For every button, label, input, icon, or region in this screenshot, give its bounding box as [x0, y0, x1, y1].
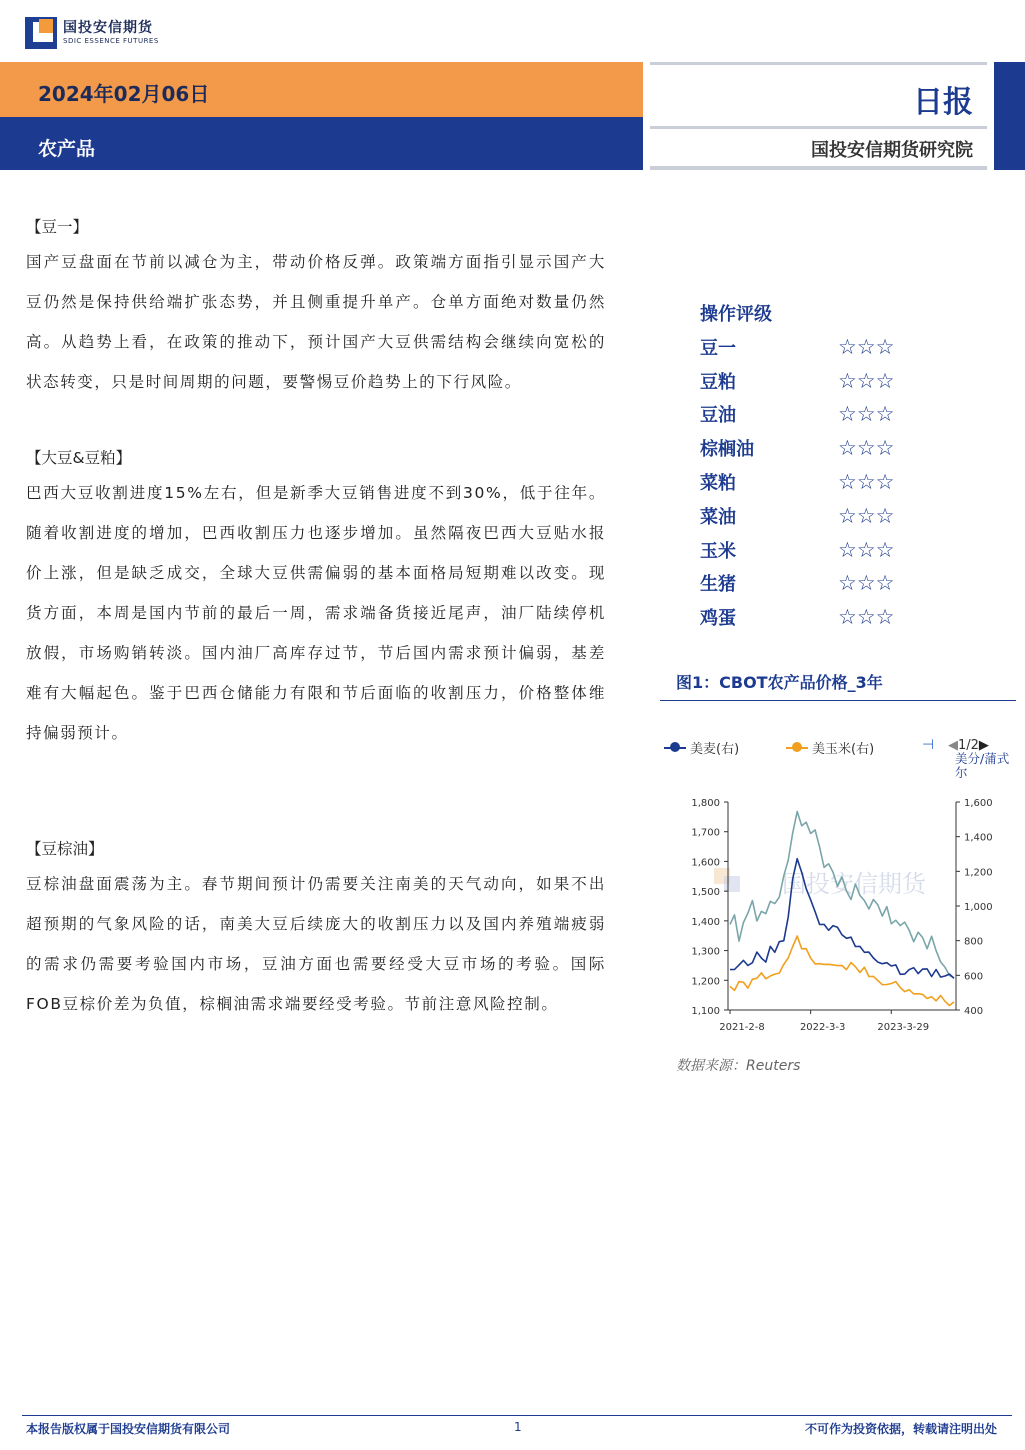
legend-item-wheat — [664, 738, 739, 757]
figure-title: 图1：CBOT农产品价格_3年 — [676, 673, 883, 692]
logo-name-cn: 国投安信期货 — [63, 20, 153, 36]
rating-name: 豆粕 — [700, 371, 736, 393]
rating-row — [700, 465, 894, 499]
report-sector: 农产品 — [38, 138, 96, 160]
section-title: 【大豆&豆粕】 — [26, 449, 132, 467]
rating-row — [700, 533, 894, 567]
left-tick-label: 1,800 — [691, 798, 720, 809]
right-axis-unit: 美分/蒲式尔 — [955, 751, 1010, 780]
rating-panel — [700, 300, 894, 634]
section-title: 【豆棕油】 — [26, 840, 104, 858]
x-tick-label: 2021-2-8 — [719, 1022, 765, 1033]
legend-item-corn — [786, 738, 874, 757]
company-logo — [25, 17, 159, 49]
report-content — [26, 212, 606, 1024]
rating-name: 菜油 — [700, 506, 736, 528]
logo-name-en: SDIC ESSENCE FUTURES — [63, 37, 159, 45]
section-oils — [26, 834, 606, 1024]
left-tick-label: 1,100 — [691, 1006, 720, 1017]
pager-prev-icon[interactable]: ◀ — [948, 738, 958, 753]
section-soybean-meal — [26, 443, 606, 753]
rating-name: 豆油 — [700, 405, 736, 427]
star-icon: ☆☆☆ — [838, 605, 895, 630]
report-type: 日报 — [913, 85, 973, 120]
header-right-strip — [994, 62, 1025, 170]
section-paragraph: 国产豆盘面在节前以减仓为主，带动价格反弹。政策端方面指引显示国产大豆仍然是保持供给端扩张态势，并且侧重提升单产。仓单方面绝对数量仍然高。从趋势上看，在政策的推动下，预计国产大豆供需结构会继续向宽松的状态转变，只是时间周期的问题，要警惕豆价趋势上的下行风险。 — [26, 253, 606, 391]
rating-row — [700, 364, 894, 398]
section-paragraph: 豆棕油盘面震荡为主。春节期间预计仍需要关注南美的天气动向，如果不出超预期的气象风险的话，南美大豆后续庞大的收割压力以及国内养殖端疲弱的需求仍需要考验国内市场，豆油方面也需要经受大豆市场的考验。国际FOB豆棕价差为负值，棕榈油需求端要经受考验。节前注意风险控制。 — [26, 875, 606, 1013]
figure-rule — [660, 700, 1016, 701]
right-tick-label: 1,400 — [964, 832, 993, 844]
star-icon: ☆☆☆ — [838, 470, 895, 495]
rating-name: 菜粕 — [700, 473, 736, 495]
legend-label: 美麦(右) — [690, 742, 740, 757]
header-sector-band — [0, 117, 643, 170]
footer-copyright: 本报告版权属于国投安信期货有限公司 — [26, 1422, 231, 1436]
institute-name: 国投安信期货研究院 — [811, 140, 973, 161]
rating-name: 生猪 — [700, 574, 736, 596]
left-tick-label: 1,600 — [691, 857, 720, 869]
left-tick-label: 1,300 — [691, 946, 720, 958]
x-tick-label: 2023-3-29 — [877, 1022, 930, 1033]
rating-name: 玉米 — [700, 540, 736, 562]
right-tick-label: 600 — [964, 971, 984, 983]
rating-name: 豆一 — [700, 337, 736, 359]
legend-label: 美玉米(右) — [812, 742, 875, 757]
right-tick-label: 1,600 — [964, 798, 993, 809]
star-icon: ☆☆☆ — [838, 436, 895, 461]
page-number: 1 — [514, 1420, 522, 1434]
rating-row — [700, 567, 894, 601]
left-tick-label: 1,400 — [691, 916, 720, 928]
section-soybean-one — [26, 212, 606, 402]
rating-row — [700, 499, 894, 533]
star-icon: ☆☆☆ — [838, 368, 895, 393]
star-icon: ☆☆☆ — [838, 334, 895, 359]
rating-row — [700, 398, 894, 432]
header-right-panel — [650, 62, 987, 170]
right-tick-label: 400 — [964, 1006, 984, 1017]
left-tick-label: 1,500 — [691, 887, 720, 899]
right-tick-label: 1,200 — [964, 867, 993, 879]
report-date: 2024年02月06日 — [38, 82, 210, 106]
pager-label: 1/2 — [958, 738, 979, 753]
rating-row — [700, 431, 894, 465]
rating-title: 操作评级 — [700, 304, 772, 325]
right-tick-label: 1,000 — [964, 902, 993, 913]
watermark-text: 国投安信期货 — [782, 870, 926, 898]
left-tick-label: 1,700 — [691, 827, 720, 839]
star-icon: ☆☆☆ — [838, 503, 895, 528]
x-tick-label: 2022-3-3 — [799, 1022, 846, 1033]
chart-watermark — [714, 868, 928, 898]
logo-mark-icon — [25, 17, 57, 49]
rating-name: 鸡蛋 — [700, 608, 736, 630]
cbot-price-chart — [660, 780, 1016, 1042]
right-tick-label: 800 — [964, 936, 984, 948]
star-icon: ☆☆☆ — [838, 571, 895, 596]
legend-more-icon: ⊣ — [922, 737, 935, 753]
footer-disclaimer: 不可作为投资依据，转载请注明出处 — [804, 1422, 997, 1436]
section-title: 【豆一】 — [26, 218, 89, 236]
left-tick-label: 1,200 — [691, 976, 720, 988]
footer-rule — [22, 1415, 1012, 1416]
rating-row — [700, 330, 894, 364]
rating-name: 棕榈油 — [700, 439, 754, 461]
figure-source: 数据来源：Reuters — [676, 1058, 801, 1074]
section-paragraph: 巴西大豆收割进度15%左右，但是新季大豆销售进度不到30%，低于往年。随着收割进度的增加，巴西收割压力也逐步增加。虽然隔夜巴西大豆贴水报价上涨，但是缺乏成交，全球大豆供需偏弱的基本面格局短期难以改变。现货方面，本周是国内节前的最后一周，需求端备货接近尾声，油厂陆续停机放假，市场购销转淡。国内油厂高库存过节，节后国内需求预计偏弱，基差难有大幅起色。鉴于巴西仓储能力有限和节后面临的收割压力，价格整体维持偏弱预计。 — [26, 484, 606, 742]
star-icon: ☆☆☆ — [838, 537, 895, 562]
star-icon: ☆☆☆ — [838, 402, 895, 427]
pager-next-icon[interactable]: ▶ — [978, 738, 989, 753]
rating-row — [700, 600, 894, 634]
